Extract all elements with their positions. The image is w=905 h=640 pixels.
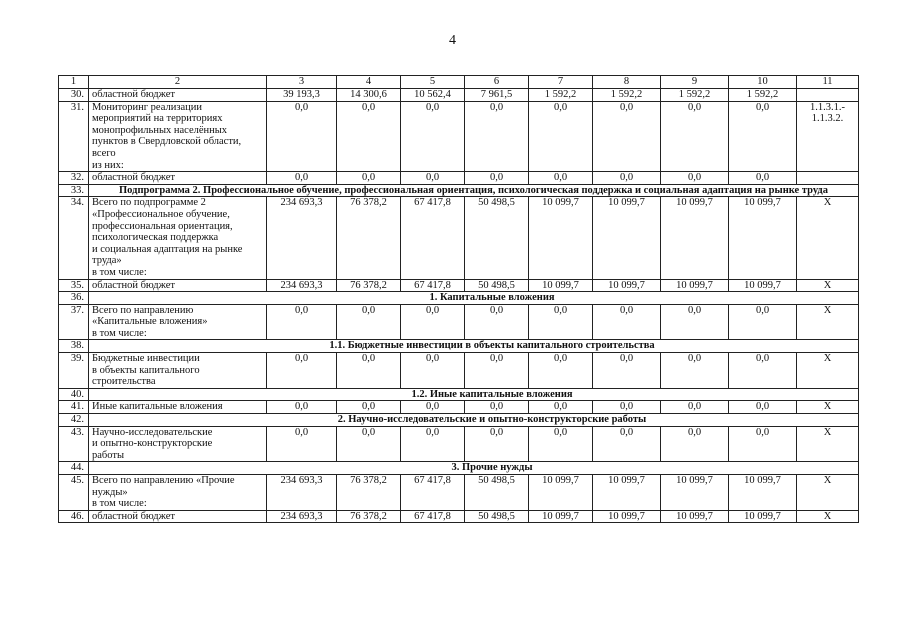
row-number: 45. [59, 475, 89, 511]
code-cell: X [797, 304, 859, 340]
row-number: 37. [59, 304, 89, 340]
value-cell: 0,0 [529, 353, 593, 389]
column-number: 8 [593, 76, 661, 89]
value-cell: 0,0 [465, 101, 529, 172]
value-cell: 0,0 [729, 426, 797, 462]
row-name-line: нужды» [92, 486, 128, 498]
section-title: 1.2. Иные капитальные вложения [89, 388, 859, 401]
value-cell: 76 378,2 [337, 279, 401, 292]
row-number: 39. [59, 353, 89, 389]
code-cell: X [797, 426, 859, 462]
row-number: 31. [59, 101, 89, 172]
row-name [89, 304, 267, 340]
value-cell: 76 378,2 [337, 510, 401, 523]
table-row [59, 172, 859, 185]
value-cell: 0,0 [401, 401, 465, 414]
row-number: 38. [59, 340, 89, 353]
row-name-line: психологическая поддержка [92, 232, 219, 244]
row-number: 33. [59, 184, 89, 197]
section-row [59, 462, 859, 475]
value-cell: 0,0 [401, 172, 465, 185]
row-name: областной бюджет [89, 510, 267, 523]
table-header-row [59, 76, 859, 89]
value-cell: 10 099,7 [529, 279, 593, 292]
section-row [59, 388, 859, 401]
column-number: 1 [59, 76, 89, 89]
value-cell: 7 961,5 [465, 89, 529, 102]
row-name-line: мероприятий на территориях [92, 113, 223, 125]
row-number: 44. [59, 462, 89, 475]
row-name: Иные капитальные вложения [89, 401, 267, 414]
row-name: областной бюджет [89, 172, 267, 185]
row-number: 35. [59, 279, 89, 292]
value-cell: 0,0 [661, 353, 729, 389]
row-name [89, 197, 267, 279]
code-cell: X [797, 475, 859, 511]
column-number: 6 [465, 76, 529, 89]
section-row [59, 292, 859, 305]
value-cell: 10 099,7 [661, 510, 729, 523]
row-number: 43. [59, 426, 89, 462]
value-cell: 0,0 [465, 401, 529, 414]
row-name-line: Всего по подпрограмме 2 [92, 197, 206, 209]
value-cell: 0,0 [661, 426, 729, 462]
code-line: 1.1.3.2. [811, 113, 844, 125]
code-line: 1.1.3.1.- [810, 101, 845, 113]
value-cell: 0,0 [337, 101, 401, 172]
value-cell: 0,0 [465, 172, 529, 185]
row-name-line: Всего по направлению [92, 304, 194, 316]
row-number: 30. [59, 89, 89, 102]
value-cell: 10 099,7 [729, 197, 797, 279]
column-number: 2 [89, 76, 267, 89]
value-cell: 234 693,3 [267, 475, 337, 511]
value-cell: 39 193,3 [267, 89, 337, 102]
value-cell: 0,0 [337, 353, 401, 389]
column-number: 10 [729, 76, 797, 89]
column-number: 5 [401, 76, 465, 89]
code-cell: X [797, 279, 859, 292]
value-cell: 10 099,7 [529, 197, 593, 279]
value-cell: 0,0 [337, 426, 401, 462]
section-row [59, 184, 859, 197]
value-cell: 1 592,2 [529, 89, 593, 102]
row-name-line: в объекты капитального [92, 364, 200, 376]
value-cell: 234 693,3 [267, 197, 337, 279]
value-cell: 50 498,5 [465, 510, 529, 523]
row-number: 41. [59, 401, 89, 414]
value-cell: 50 498,5 [465, 279, 529, 292]
value-cell: 1 592,2 [729, 89, 797, 102]
value-cell: 0,0 [529, 401, 593, 414]
row-name-line: из них: [92, 159, 124, 171]
value-cell: 0,0 [661, 401, 729, 414]
row-name-line: Бюджетные инвестиции [92, 353, 200, 365]
value-cell: 10 562,4 [401, 89, 465, 102]
budget-table [58, 75, 859, 523]
section-row [59, 414, 859, 427]
section-title: Подпрограмма 2. Профессиональное обучение, профессиональная ориентация, психологическая поддержка и социальная адаптация на рынке труда [89, 184, 859, 197]
value-cell: 10 099,7 [529, 475, 593, 511]
row-name-line: Научно-исследовательские [92, 426, 213, 438]
row-name-line: Всего по направлению «Прочие [92, 475, 235, 486]
value-cell: 0,0 [401, 101, 465, 172]
value-cell: 0,0 [529, 304, 593, 340]
value-cell: 0,0 [729, 353, 797, 389]
value-cell: 0,0 [267, 353, 337, 389]
table-row [59, 353, 859, 389]
value-cell: 0,0 [661, 172, 729, 185]
value-cell: 10 099,7 [593, 279, 661, 292]
row-name: областной бюджет [89, 279, 267, 292]
value-cell: 0,0 [661, 101, 729, 172]
section-row [59, 340, 859, 353]
row-name [89, 101, 267, 172]
code-cell [797, 89, 859, 102]
table-row [59, 304, 859, 340]
code-cell: X [797, 353, 859, 389]
row-name-line: и социальная адаптация на рынке [92, 243, 243, 255]
row-number: 40. [59, 388, 89, 401]
value-cell: 10 099,7 [593, 475, 661, 511]
value-cell: 1 592,2 [593, 89, 661, 102]
row-name-line: «Профессиональное обучение, [92, 208, 230, 220]
row-name-line: в том числе: [92, 266, 147, 278]
value-cell: 50 498,5 [465, 475, 529, 511]
value-cell: 76 378,2 [337, 197, 401, 279]
row-name-line: и опытно-конструкторские [92, 438, 213, 450]
code-cell: X [797, 401, 859, 414]
value-cell: 0,0 [593, 401, 661, 414]
row-name-line: профессиональная ориентация, [92, 220, 233, 232]
row-number: 36. [59, 292, 89, 305]
value-cell: 0,0 [401, 426, 465, 462]
value-cell: 0,0 [729, 401, 797, 414]
row-name-line: в том числе: [92, 498, 147, 510]
value-cell: 1 592,2 [661, 89, 729, 102]
code-cell: X [797, 510, 859, 523]
value-cell: 234 693,3 [267, 510, 337, 523]
value-cell: 10 099,7 [593, 510, 661, 523]
page-number: 4 [449, 33, 456, 48]
table-row [59, 475, 859, 511]
code-cell: X [797, 197, 859, 279]
row-name [89, 475, 267, 511]
table-row [59, 279, 859, 292]
value-cell: 0,0 [465, 426, 529, 462]
value-cell: 0,0 [465, 304, 529, 340]
value-cell: 0,0 [729, 101, 797, 172]
value-cell: 67 417,8 [401, 197, 465, 279]
value-cell: 10 099,7 [661, 279, 729, 292]
value-cell: 0,0 [337, 172, 401, 185]
row-name-line: работы [92, 449, 125, 461]
row-name: областной бюджет [89, 89, 267, 102]
table-row [59, 426, 859, 462]
section-title: 2. Научно-исследовательские и опытно-конструкторские работы [89, 414, 859, 427]
column-number: 3 [267, 76, 337, 89]
value-cell: 0,0 [465, 353, 529, 389]
value-cell: 0,0 [401, 353, 465, 389]
value-cell: 67 417,8 [401, 475, 465, 511]
table-row [59, 401, 859, 414]
value-cell: 10 099,7 [661, 475, 729, 511]
table-row [59, 197, 859, 279]
value-cell: 0,0 [337, 304, 401, 340]
value-cell: 67 417,8 [401, 279, 465, 292]
value-cell: 0,0 [529, 426, 593, 462]
value-cell: 0,0 [661, 304, 729, 340]
value-cell: 10 099,7 [529, 510, 593, 523]
value-cell: 234 693,3 [267, 279, 337, 292]
column-number: 7 [529, 76, 593, 89]
row-number: 42. [59, 414, 89, 427]
row-name-line: Мониторинг реализации [92, 101, 202, 113]
value-cell: 10 099,7 [661, 197, 729, 279]
section-title: 1.1. Бюджетные инвестиции в объекты капитального строительства [89, 340, 859, 353]
row-name-line: пунктов в Свердловской области, [92, 136, 242, 148]
table-row [59, 101, 859, 172]
row-name-line: всего [92, 147, 116, 159]
value-cell: 0,0 [593, 101, 661, 172]
column-number: 4 [337, 76, 401, 89]
value-cell: 0,0 [593, 353, 661, 389]
value-cell: 67 417,8 [401, 510, 465, 523]
table-row [59, 510, 859, 523]
row-name [89, 353, 267, 389]
value-cell: 76 378,2 [337, 475, 401, 511]
value-cell: 0,0 [529, 172, 593, 185]
value-cell: 0,0 [267, 304, 337, 340]
table-row [59, 89, 859, 102]
section-title: 3. Прочие нужды [89, 462, 859, 475]
value-cell: 0,0 [729, 304, 797, 340]
value-cell: 0,0 [593, 172, 661, 185]
value-cell: 10 099,7 [729, 279, 797, 292]
value-cell: 0,0 [267, 172, 337, 185]
row-number: 34. [59, 197, 89, 279]
value-cell: 0,0 [267, 401, 337, 414]
row-name-line: строительства [92, 376, 156, 388]
row-number: 46. [59, 510, 89, 523]
value-cell: 10 099,7 [593, 197, 661, 279]
value-cell: 50 498,5 [465, 197, 529, 279]
value-cell: 0,0 [401, 304, 465, 340]
value-cell: 0,0 [593, 426, 661, 462]
value-cell: 0,0 [529, 101, 593, 172]
column-number: 11 [797, 76, 859, 89]
code-cell [797, 172, 859, 185]
column-number: 9 [661, 76, 729, 89]
row-name-line: в том числе: [92, 327, 147, 339]
row-name-line: труда» [92, 255, 122, 267]
row-number: 32. [59, 172, 89, 185]
value-cell: 14 300,6 [337, 89, 401, 102]
value-cell: 0,0 [729, 172, 797, 185]
value-cell: 0,0 [267, 426, 337, 462]
code-cell [797, 101, 859, 172]
value-cell: 0,0 [337, 401, 401, 414]
value-cell: 10 099,7 [729, 510, 797, 523]
row-name-line: монопрофильных населённых [92, 124, 228, 136]
row-name [89, 426, 267, 462]
value-cell: 0,0 [267, 101, 337, 172]
value-cell: 10 099,7 [729, 475, 797, 511]
section-title: 1. Капитальные вложения [89, 292, 859, 305]
row-name-line: «Капитальные вложения» [92, 316, 208, 328]
value-cell: 0,0 [593, 304, 661, 340]
